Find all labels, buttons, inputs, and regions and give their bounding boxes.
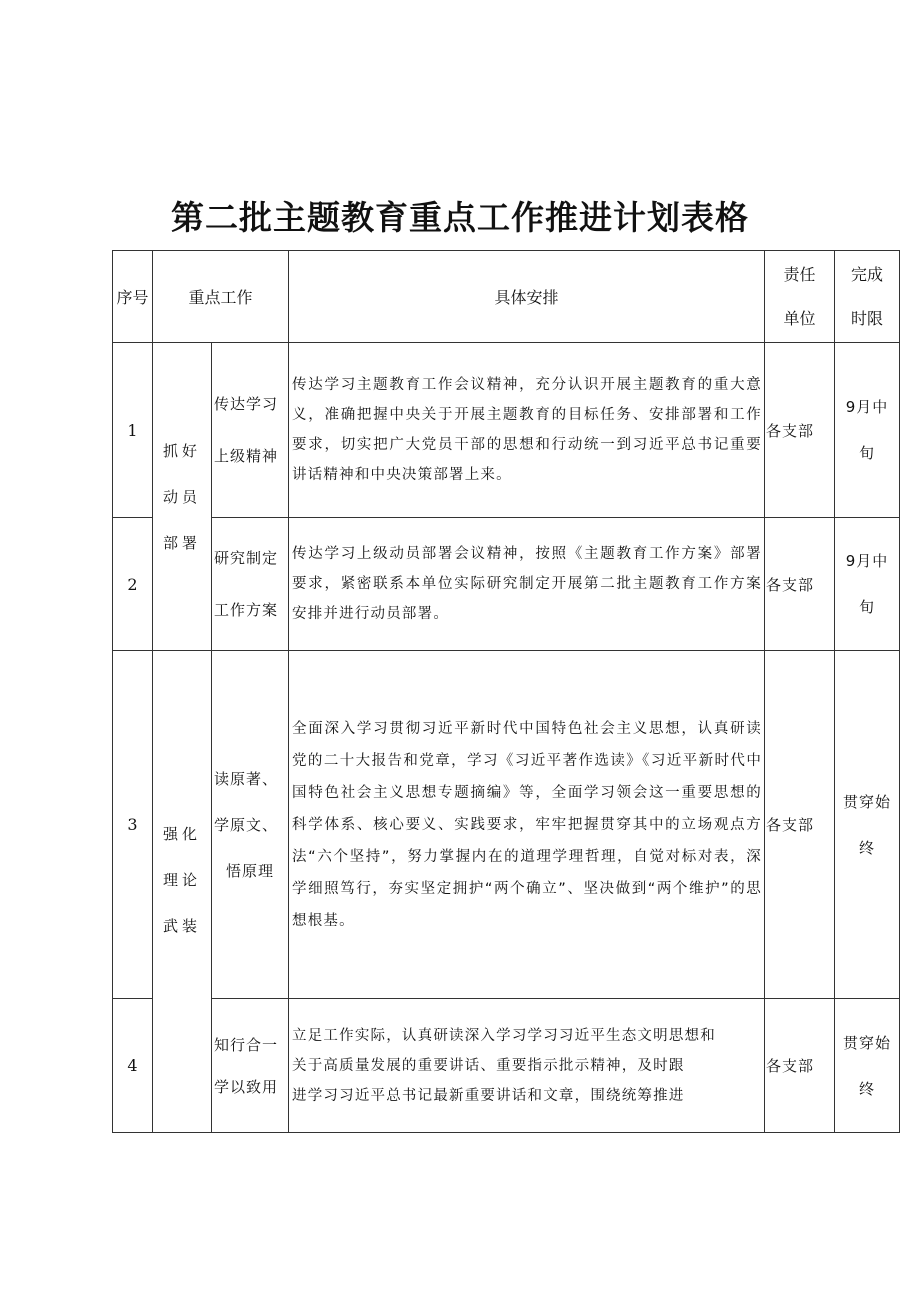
deadline <box>835 999 900 1133</box>
category-theory <box>153 651 212 1133</box>
deadline-line: 终 <box>859 838 876 857</box>
row-seq: 1 <box>113 343 153 518</box>
responsible-unit: 各支部 <box>765 343 835 518</box>
deadline-line: 9月中 <box>845 552 889 570</box>
deadline-line: 旬 <box>859 598 876 616</box>
table-row <box>113 999 900 1133</box>
details-line: 进学习习近平总书记最新重要讲话和文章，围绕统筹推进 <box>292 1087 685 1104</box>
task-details: 全面深入学习贯彻习近平新时代中国特色社会主义思想，认真研读党的二十大报告和党章，学习《习近平著作选读》《习近平新时代中国特色社会主义思想专题摘编》等，全面学习领会这一重要思想的科学体系、核心要义、实践要求，牢牢把握贯穿其中的立场观点方法“六个坚持”，努力掌握内在的道理学理哲理，自觉对标对表，深学细照笃行，夯实坚定拥护“两个确立”、坚决做到“两个维护”的思想根基。 <box>289 651 765 999</box>
table-row <box>113 518 900 651</box>
row-seq: 4 <box>113 999 153 1133</box>
deadline-line: 终 <box>859 1079 876 1098</box>
sub-task-line: 知行合一 <box>214 1035 279 1054</box>
header-unit-line1: 责任 <box>783 264 816 284</box>
deadline <box>835 651 900 999</box>
sub-task <box>212 999 289 1133</box>
header-unit-line2: 单位 <box>783 308 816 328</box>
category-line: 动员 <box>162 487 201 506</box>
responsible-unit: 各支部 <box>765 999 835 1133</box>
sub-task <box>212 343 289 518</box>
header-details: 具体安排 <box>289 251 765 343</box>
header-seq: 序号 <box>113 251 153 343</box>
sub-task-line: 上级精神 <box>214 447 279 465</box>
task-details <box>289 999 765 1133</box>
header-time <box>835 251 900 343</box>
task-details: 传达学习主题教育工作会议精神，充分认识开展主题教育的重大意义，准确把握中央关于开展主题教育的目标任务、安排部署和工作要求，切实把广大党员干部的思想和行动统一到习近平总书记重要讲话精神和中央决策部署上来。 <box>289 343 765 518</box>
category-line: 强化 <box>162 825 201 843</box>
responsible-unit: 各支部 <box>765 651 835 999</box>
sub-task <box>212 651 289 999</box>
category-mobilize <box>153 343 212 651</box>
sub-task-line: 学原文、 <box>214 815 279 834</box>
table-row <box>113 343 900 518</box>
responsible-unit: 各支部 <box>765 518 835 651</box>
sub-task-line: 研究制定 <box>214 549 279 567</box>
header-key-work: 重点工作 <box>153 251 289 343</box>
row-seq: 2 <box>113 518 153 651</box>
deadline-line: 贯穿始 <box>843 792 892 811</box>
row-seq: 3 <box>113 651 153 999</box>
deadline-line: 旬 <box>859 444 876 462</box>
sub-task-line: 读原著、 <box>214 769 279 788</box>
task-details: 传达学习上级动员部署会议精神，按照《主题教育工作方案》部署要求，紧密联系本单位实际研究制定开展第二批主题教育工作方案安排并进行动员部署。 <box>289 518 765 651</box>
details-line: 立足工作实际，认真研读深入学习学习习近平生态文明思想和 <box>292 1027 716 1044</box>
deadline-line: 贯穿始 <box>843 1033 892 1052</box>
category-line: 武装 <box>162 917 201 935</box>
sub-task-line: 传达学习 <box>214 395 279 413</box>
work-plan-table <box>112 250 900 1133</box>
details-line: 关于高质量发展的重要讲话、重要指示批示精神，及时跟 <box>292 1057 685 1074</box>
category-line: 部署 <box>162 533 201 552</box>
deadline-line: 9月中 <box>845 398 889 416</box>
header-time-line2: 时限 <box>851 308 884 328</box>
header-unit <box>765 251 835 343</box>
table-row <box>113 651 900 999</box>
sub-task-line: 工作方案 <box>214 601 279 619</box>
category-line: 抓好 <box>162 441 201 460</box>
page-title: 第二批主题教育重点工作推进计划表格 <box>171 198 749 237</box>
sub-task-line: 悟原理 <box>226 861 275 880</box>
header-time-line1: 完成 <box>851 264 884 284</box>
sub-task-line: 学以致用 <box>214 1077 279 1096</box>
deadline <box>835 343 900 518</box>
category-line: 理论 <box>162 871 201 889</box>
deadline <box>835 518 900 651</box>
header-row <box>113 251 900 343</box>
sub-task <box>212 518 289 651</box>
